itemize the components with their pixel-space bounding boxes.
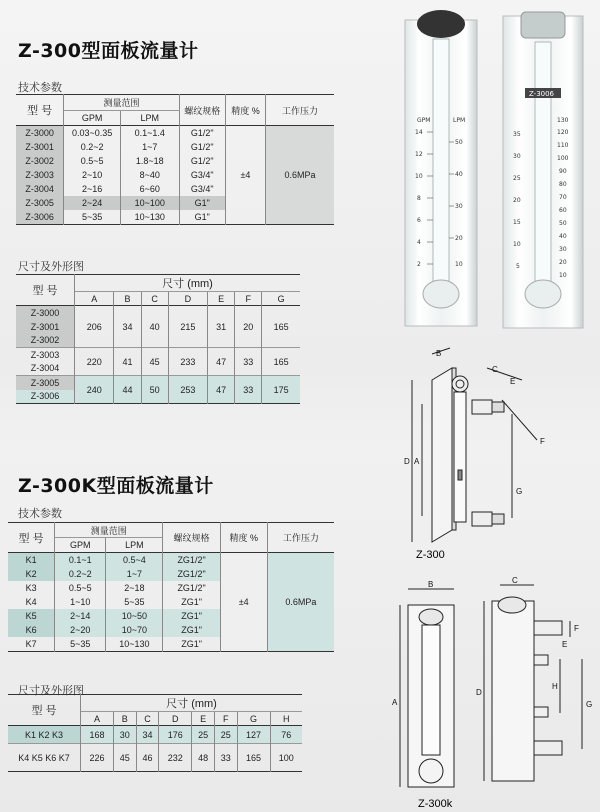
table-row: Z-3006 5~35 10~130 G1" [16, 210, 334, 225]
table-row: K6 2~20 10~70 ZG1" [8, 623, 334, 637]
z300k-spec-table: 型 号 测量范围 螺纹规格 精度 % 工作压力 GPM LPM K1 0.1~1 0.5~4 ZG1/2" ±4 0.6MPa K2 0.2~2 1~7 ZG1/2" K3 0.5~5 2~18 ZG1/2" K4 1~10 5~35 ZG1" K5 2~14 10~50 ZG1" K6 2~20 10~70 ZG1" K7 5~35 10~130 ZG1" [8, 522, 334, 652]
svg-text:4: 4 [417, 239, 421, 246]
svg-text:10: 10 [513, 241, 521, 248]
z300-dims-size-header: 尺寸 (mm) [75, 275, 301, 292]
svg-text:E: E [562, 640, 568, 649]
z300k-title: Z-300K型面板流量计 [18, 475, 214, 497]
svg-text:GPM: GPM [417, 117, 431, 124]
z300-spec-pressure-header: 工作压力 [282, 105, 319, 116]
table-row: K3 0.5~5 2~18 ZG1/2" [8, 581, 334, 595]
svg-text:D: D [476, 688, 482, 697]
table-row: Z-3003 2~10 8~40 G3/4" [16, 168, 334, 182]
svg-text:5: 5 [516, 263, 520, 270]
table-row: Z-3002 0.5~5 1.8~18 G1/2" [16, 154, 334, 168]
svg-text:60: 60 [559, 207, 567, 214]
z300-title: Z-300型面板流量计 [18, 40, 199, 62]
svg-text:30: 30 [559, 246, 567, 253]
svg-text:10: 10 [455, 261, 463, 268]
svg-text:50: 50 [559, 220, 567, 227]
svg-text:H: H [552, 682, 558, 691]
svg-text:C: C [492, 365, 498, 374]
table-row: Z-3000 0.03~0.35 0.1~1.4 G1/2" ±4 0.6MPa [16, 126, 334, 141]
svg-text:40: 40 [559, 233, 567, 240]
svg-text:F: F [540, 437, 545, 446]
table-row: Z-3004 2~16 6~60 G3/4" [16, 182, 334, 196]
z300k-tech-label: 技术参数 [18, 507, 62, 520]
svg-text:35: 35 [513, 131, 521, 138]
z300k-drawing-label: Z-300k [418, 798, 453, 810]
svg-text:40: 40 [455, 171, 463, 178]
table-row: Z-3003 220 41 45 233 47 33 165 [16, 348, 300, 362]
table-row: K1 K2 K3 168 30 34 176 25 25 127 76 [8, 726, 302, 744]
svg-text:B: B [436, 349, 442, 358]
svg-text:80: 80 [559, 181, 567, 188]
svg-text:2: 2 [417, 261, 421, 268]
flowmeter-photo-right [503, 12, 583, 328]
svg-text:90: 90 [559, 168, 567, 175]
svg-text:8: 8 [417, 195, 421, 202]
z300-tech-label: 技术参数 [18, 81, 62, 94]
table-row: K5 2~14 10~50 ZG1" [8, 609, 334, 623]
svg-text:D: D [404, 457, 410, 466]
product-photos [395, 4, 595, 334]
table-row: K4 K5 K6 K7 226 45 46 232 48 33 165 100 [8, 744, 302, 772]
z300-spec-table [16, 94, 334, 225]
z300k-dims-label: 尺寸及外形图 [18, 684, 84, 697]
table-row: Z-3000 206 34 40 215 31 20 165 [16, 306, 300, 320]
svg-text:G: G [586, 700, 593, 709]
svg-text:20: 20 [559, 259, 567, 266]
svg-text:A: A [414, 457, 420, 466]
z300k-accuracy-value: ±4 [220, 553, 267, 652]
svg-text:110: 110 [557, 142, 569, 149]
z300-dims-model-header: 型 号 [16, 275, 75, 306]
z300-dims-table: 型 号 尺寸 (mm) A B C D E F G Z-3000 206 34 40 215 31 20 165 Z-3001 Z-3002 Z-3003 220 41 45 233 47 33 165 Z-3004 Z-3005 240 44 50 253 47 33 175 Z-3006 [16, 274, 300, 404]
table-row: Z-3001 0.2~2 1~7 G1/2" [16, 140, 334, 154]
table-row: K7 5~35 10~130 ZG1" [8, 637, 334, 652]
z300-dimension-drawing [392, 340, 597, 565]
svg-text:A: A [392, 698, 398, 707]
z300-spec-accuracy-header: 精度 % [225, 95, 265, 126]
svg-text:Z-3006: Z-3006 [529, 90, 555, 98]
svg-text:20: 20 [513, 197, 521, 204]
svg-text:70: 70 [559, 194, 567, 201]
svg-text:15: 15 [513, 219, 521, 226]
z300-pressure-value: 0.6MPa [266, 126, 334, 225]
svg-text:100: 100 [557, 155, 569, 162]
svg-text:30: 30 [513, 153, 521, 160]
cap-icon [417, 10, 465, 38]
flowmeter-photo-left [405, 10, 477, 326]
table-row: K4 1~10 5~35 ZG1" [8, 595, 334, 609]
svg-text:E: E [510, 377, 516, 386]
svg-text:25: 25 [513, 175, 521, 182]
z300k-dims-table: 型 号 尺寸 (mm) A B C D E F G H K1 K2 K3 168 30 34 176 25 25 127 76 K4 K5 K6 K7 226 45 46 232 48 33 165 100 [8, 694, 302, 772]
z300k-pressure-value: 0.6MPa [267, 553, 334, 652]
svg-text:50: 50 [455, 139, 463, 146]
table-row: Z-3005 240 44 50 253 47 33 175 [16, 376, 300, 390]
table-row: Z-3005 2~24 10~100 G1" [16, 196, 334, 210]
svg-text:12: 12 [415, 151, 423, 158]
z300-spec-thread-header: 螺纹规格 [179, 95, 225, 126]
table-row: K2 0.2~2 1~7 ZG1/2" [8, 567, 334, 581]
cap-icon [521, 12, 565, 38]
svg-text:6: 6 [417, 217, 421, 224]
svg-text:130: 130 [557, 117, 569, 124]
table-row: K1 0.1~1 0.5~4 ZG1/2" ±4 0.6MPa [8, 553, 334, 568]
svg-text:30: 30 [455, 203, 463, 210]
svg-text:C: C [512, 576, 518, 585]
svg-text:B: B [428, 580, 434, 589]
z300-spec-gpm-header: GPM [64, 110, 121, 126]
svg-text:14: 14 [415, 129, 423, 136]
svg-text:10: 10 [415, 173, 423, 180]
z300-dims-label: 尺寸及外形图 [18, 260, 84, 273]
z300-drawing-label: Z-300 [416, 549, 445, 561]
svg-text:20: 20 [455, 235, 463, 242]
svg-text:120: 120 [557, 129, 569, 136]
z300k-dimension-drawing [392, 575, 597, 812]
z300-accuracy-value: ±4 [225, 126, 265, 225]
z300-spec-range-header: 测量范围 [64, 95, 179, 111]
svg-text:10: 10 [559, 272, 567, 279]
z300-spec-model-header: 型 号 [16, 95, 64, 126]
z300-spec-lpm-header: LPM [140, 112, 160, 123]
svg-text:LPM: LPM [453, 117, 466, 124]
svg-text:F: F [574, 624, 579, 633]
svg-text:G: G [516, 487, 523, 496]
